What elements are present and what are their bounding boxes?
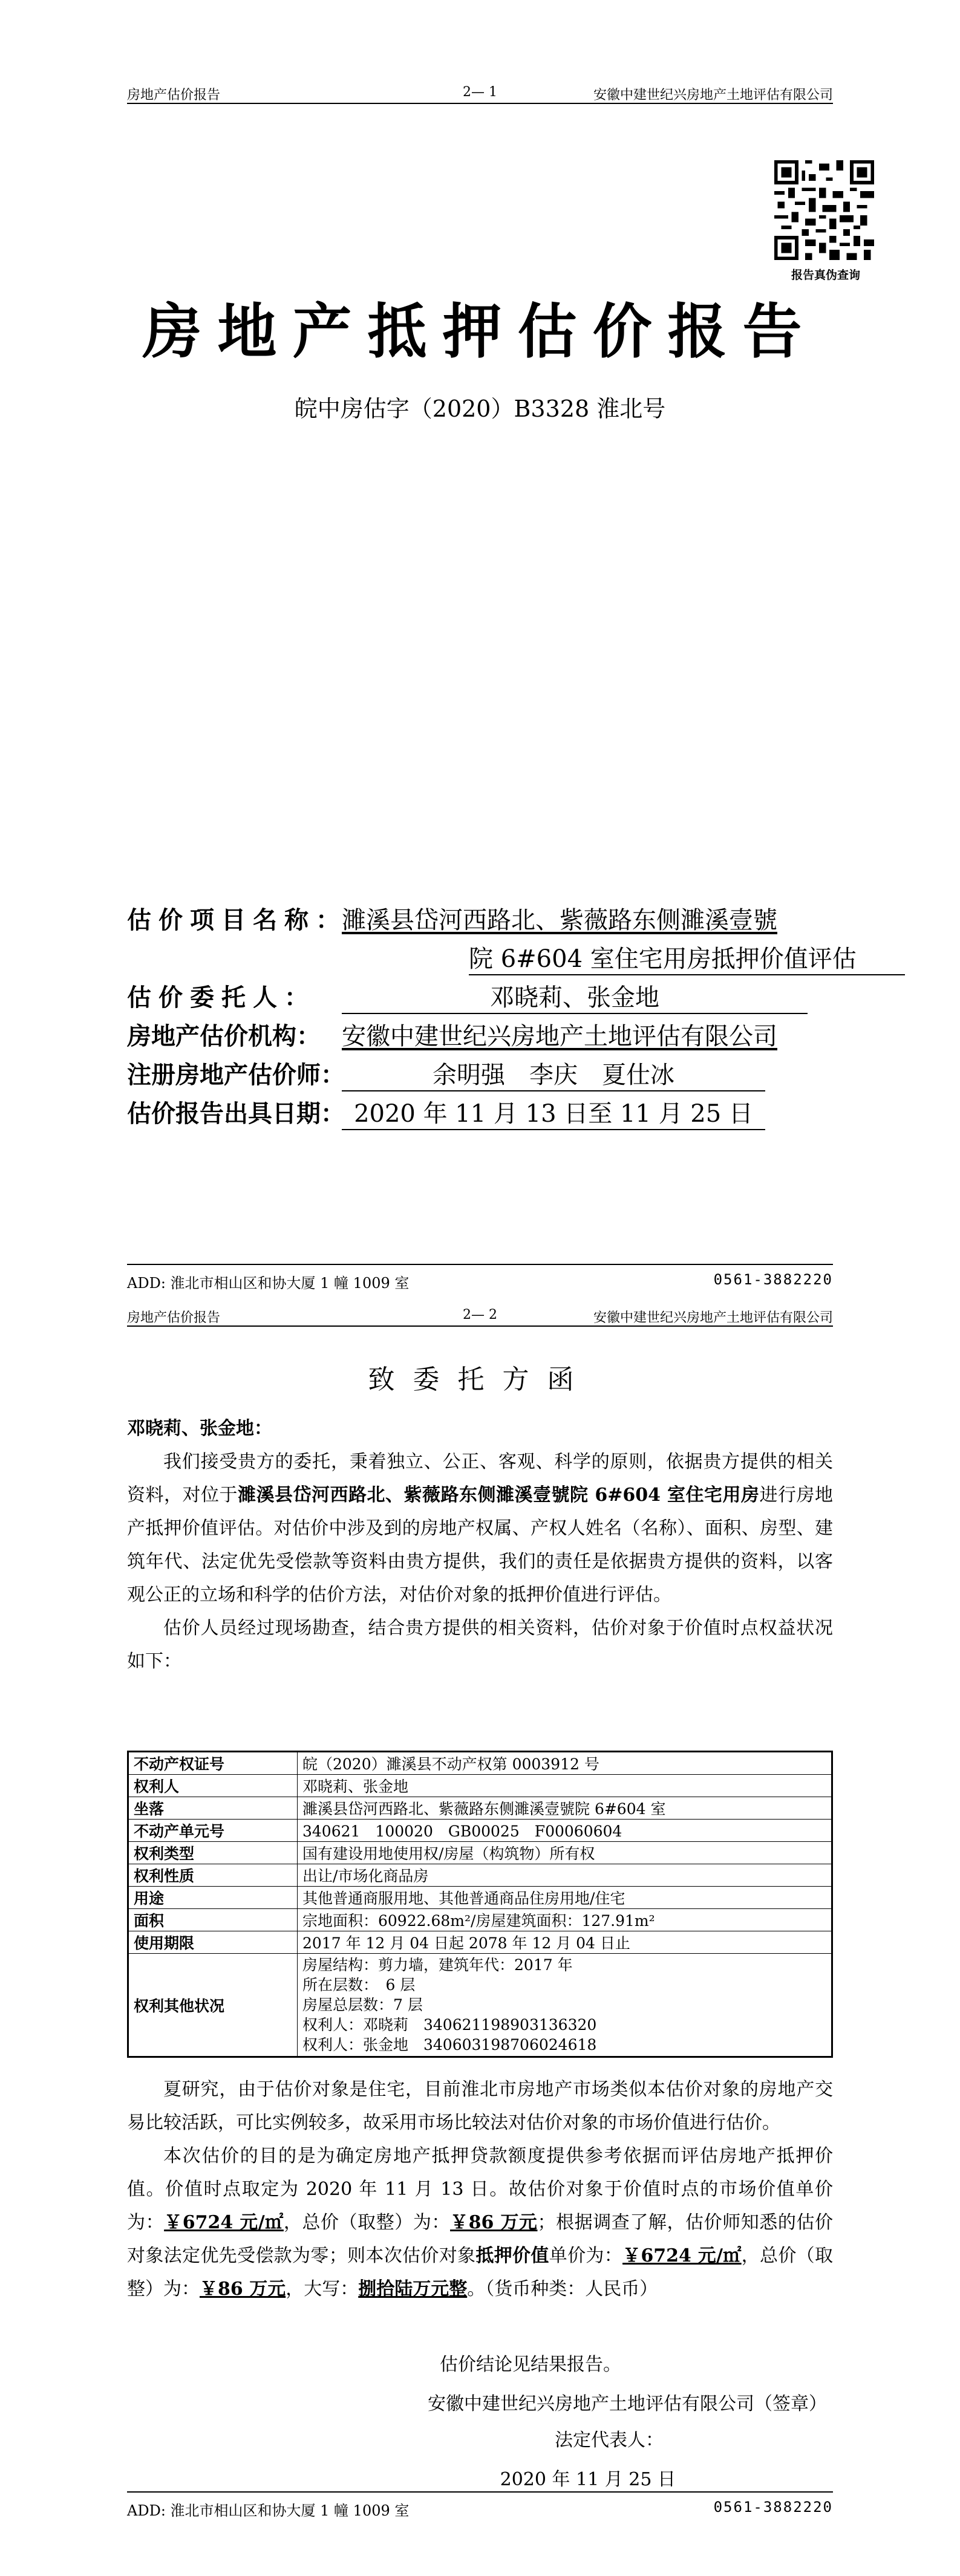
sign-date: 2020 年 11 月 25 日 — [500, 2469, 676, 2490]
p4-text-c: ；根据调查了解，估价师知悉的估价对象法定优先受偿款为零；则本次估价对象 — [127, 2212, 834, 2266]
p1-text-a: 我们接受贵方的委托，秉着独立、公正、客观、科学的原则，依据贵方提供的相关资料，对位于 — [127, 1451, 833, 1506]
qr-caption: 报告真伪查询 — [791, 268, 860, 282]
mortgage-label: 抵押价值 — [475, 2245, 549, 2266]
rights-table — [127, 1751, 833, 2058]
letter-title: 致委托方函 — [368, 1364, 592, 1395]
table-key: 权利性质 — [128, 1864, 298, 1887]
table-row — [128, 1752, 832, 1775]
project-row — [127, 901, 841, 940]
project-value-line2: 院 6#604 室住宅用房抵押价值评估 — [469, 940, 905, 975]
table-row — [128, 1842, 832, 1864]
table-value: 宗地面积：60922.68m²/房屋建筑面积：127.91m² — [298, 1909, 832, 1931]
p4-text-d: 单价为： — [549, 2245, 623, 2266]
footer-phone: 0561-3882220 — [713, 2499, 833, 2516]
table-value: 340621 100020 GB00025 F00060604 — [298, 1820, 832, 1842]
paragraph-1 — [127, 1445, 833, 1612]
report-title: 房地产抵押估价报告 — [142, 297, 818, 366]
table-key: 用途 — [128, 1887, 298, 1909]
total-price: ￥86 万元 — [450, 2212, 538, 2233]
table-row-other — [128, 1954, 832, 2057]
table-key: 不动产单元号 — [128, 1820, 298, 1842]
legal-representative: 法定代表人： — [555, 2430, 664, 2451]
date-row — [127, 1094, 841, 1133]
table-value: 皖（2020）濉溪县不动产权第 0003912 号 — [298, 1752, 832, 1775]
appraisers-label: 注册房地产估价师： — [127, 1061, 345, 1089]
agency-value: 安徽中建世纪兴房地产土地评估有限公司 — [342, 1023, 777, 1050]
qr-code-icon[interactable] — [774, 160, 874, 260]
table-key: 权利类型 — [128, 1842, 298, 1864]
page-header — [127, 1307, 833, 1327]
table-key: 使用期限 — [128, 1931, 298, 1954]
letter-body-2 — [127, 2073, 833, 2306]
header-page-number: 2— 1 — [463, 85, 497, 100]
letter-page — [0, 1300, 960, 2576]
table-row — [128, 1775, 832, 1797]
footer-phone: 0561-3882220 — [713, 1271, 833, 1288]
appraisers-value: 余明强 李庆 夏仕冰 — [342, 1056, 765, 1091]
closing-note: 估价结论见结果报告。 — [440, 2354, 621, 2375]
table-row — [128, 1909, 832, 1931]
paragraph-4 — [127, 2139, 833, 2306]
table-key: 权利其他状况 — [128, 1954, 298, 2057]
other-status-line: 权利人：邓晓莉 340621198903136320 — [302, 2016, 597, 2034]
header-page-number: 2— 2 — [463, 1307, 497, 1322]
table-value: 2017 年 12 月 04 日起 2078 年 12 月 04 日止 — [298, 1931, 832, 1954]
footer-address: ADD: 淮北市相山区和协大厦 1 幢 1009 室 — [127, 1275, 410, 1292]
table-value-multiline — [298, 1954, 832, 2057]
page-footer — [127, 2491, 833, 2519]
total-price-upper: 捌拾陆万元整 — [358, 2278, 468, 2300]
agency-label: 房地产估价机构： — [127, 1022, 321, 1050]
p4-text-g: 。（货币种类：人民币） — [467, 2278, 658, 2300]
client-label: 估价委托人： — [127, 983, 316, 1012]
page-header — [127, 85, 833, 104]
project-label: 估价项目名称： — [127, 906, 347, 934]
table-value: 出让/市场化商品房 — [298, 1864, 832, 1887]
other-status-line: 权利人：张金地 340603198706024618 — [302, 2036, 597, 2054]
client-row — [127, 978, 841, 1017]
other-status-line: 所在层数： 6 层 — [302, 1976, 416, 1994]
paragraph-3: 夏研究，由于估价对象是住宅，目前淮北市房地产市场类似本估价对象的房地产交易比较活跃，可比实例较多，故采用市场比较法对估价对象的市场价值进行估价。 — [127, 2079, 833, 2133]
table-key: 不动产权证号 — [128, 1752, 298, 1775]
header-left: 房地产估价报告 — [127, 1310, 221, 1325]
mortgage-total-price: ￥86 万元 — [200, 2278, 286, 2300]
paragraph-2: 估价人员经过现场勘查，结合贵方提供的相关资料，估价对象于价值时点权益状况如下： — [127, 1618, 833, 1672]
p4-text-e: ，总价（取整）为： — [127, 2245, 833, 2300]
mortgage-unit-price: ￥6724 元/㎡ — [622, 2245, 742, 2266]
p1-text-c: 进行房地产抵押价值评估。对估价中涉及到的房地产权属、产权人姓名（名称）、面积、房型、建筑年代、法定优先受偿款等资料由贵方提供，我们的责任是依据贵方提供的资料，以客观公正的立场和科学的估价方法，对估价对象的抵押价值进行评估。 — [127, 1485, 833, 1605]
table-key: 坐落 — [128, 1797, 298, 1820]
p4-text-a: 本次估价的目的是为确定房地产抵押贷款额度提供参考依据而评估房地产抵押价值。价值时点取定为 2020 年 11 月 13 日。故估价对象于价值时点的市场价值单价为： — [127, 2145, 833, 2233]
other-status-line: 房屋结构：剪力墙，建筑年代：2017 年 — [302, 1956, 573, 1974]
p4-text-b: ，总价（取整）为： — [283, 2212, 451, 2233]
table-row — [128, 1797, 832, 1820]
header-company: 安徽中建世纪兴房地产土地评估有限公司 — [593, 1310, 833, 1325]
table-value: 濉溪县岱河西路北、紫薇路东侧濉溪壹號院 6#604 室 — [298, 1797, 832, 1820]
table-row — [128, 1864, 832, 1887]
project-value-line1: 濉溪县岱河西路北、紫薇路东侧濉溪壹號 — [342, 906, 777, 934]
p4-text-f: ，大写： — [286, 2278, 359, 2300]
table-key: 面积 — [128, 1909, 298, 1931]
table-row — [128, 1931, 832, 1954]
client-value: 邓晓莉、张金地 — [342, 978, 808, 1014]
p1-property: 濉溪县岱河西路北、紫薇路东侧濉溪壹號院 6#604 室住宅用房 — [238, 1485, 760, 1506]
agency-row — [127, 1017, 841, 1056]
appraisers-row — [127, 1056, 841, 1094]
cover-info — [127, 901, 857, 1133]
table-key: 权利人 — [128, 1775, 298, 1797]
page-footer — [127, 1264, 833, 1292]
unit-price: ￥6724 元/㎡ — [164, 2212, 284, 2233]
salutation: 邓晓莉、张金地： — [127, 1418, 272, 1439]
report-number: 皖中房估字（2020）B3328 淮北号 — [294, 395, 666, 422]
date-value: 2020 年 11 月 13 日至 11 月 25 日 — [342, 1094, 765, 1130]
header-company: 安徽中建世纪兴房地产土地评估有限公司 — [593, 88, 833, 103]
table-value: 国有建设用地使用权/房屋（构筑物）所有权 — [298, 1842, 832, 1864]
project-row-cont — [127, 940, 857, 978]
table-row — [128, 1820, 832, 1842]
other-status-line: 房屋总层数：7 层 — [302, 1996, 423, 2014]
footer-address: ADD: 淮北市相山区和协大厦 1 幢 1009 室 — [127, 2502, 410, 2519]
letter-body — [127, 1412, 833, 1678]
date-label: 估价报告出具日期： — [127, 1099, 345, 1128]
table-value: 邓晓莉、张金地 — [298, 1775, 832, 1797]
header-left: 房地产估价报告 — [127, 88, 221, 103]
company-signature: 安徽中建世纪兴房地产土地评估有限公司（签章） — [428, 2393, 827, 2415]
table-row — [128, 1887, 832, 1909]
table-value: 其他普通商服用地、其他普通商品住房用地/住宅 — [298, 1887, 832, 1909]
